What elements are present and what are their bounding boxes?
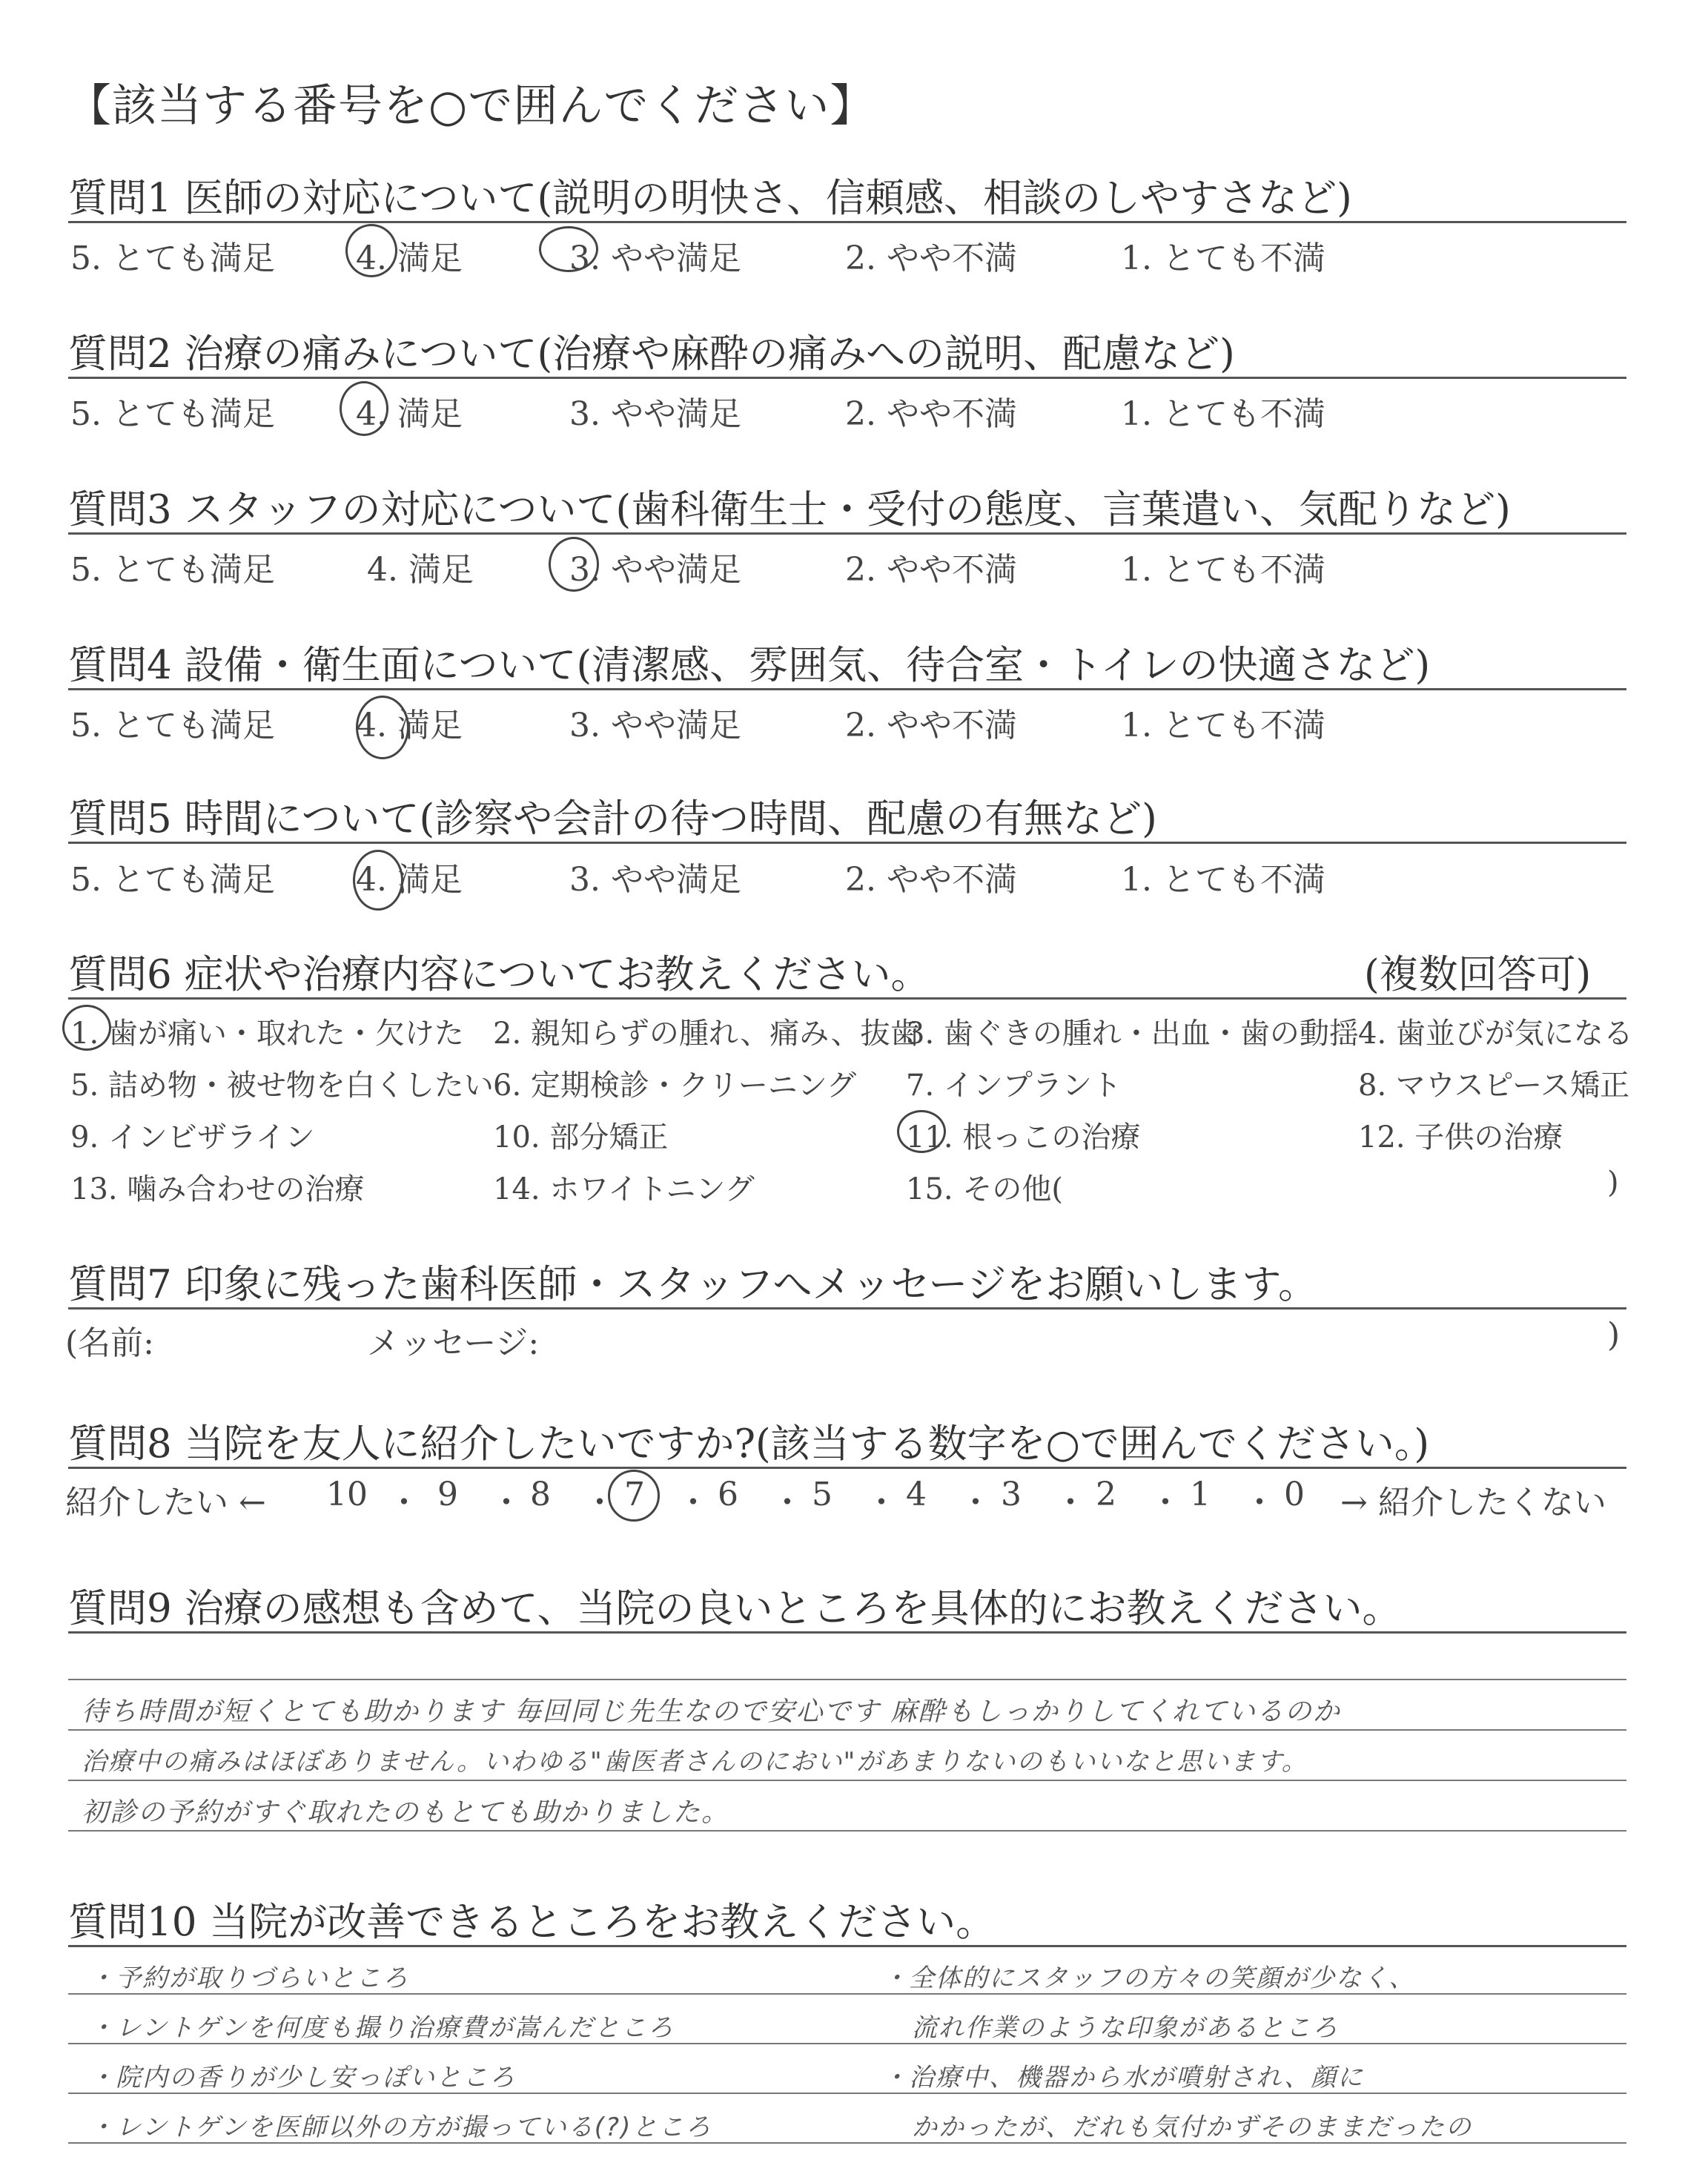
q8-answer-circle-7 <box>608 1470 660 1522</box>
q2-option-2[interactable]: 2. やや不満 <box>845 395 1017 433</box>
question-4-label: 質問4 設備・衛生面について(清潔感、雰囲気、待合室・トイレの快適さなど) <box>68 643 1431 688</box>
q1-option-5[interactable]: 5. とても満足 <box>70 240 275 277</box>
question-7-label: 質問7 印象に残った歯科医師・スタッフへメッセージをお願いします。 <box>68 1262 1318 1307</box>
question-9-divider <box>68 1631 1626 1634</box>
q4-option-4[interactable]: 4. 満足 <box>356 707 463 744</box>
question-5-divider <box>68 842 1626 844</box>
q4-option-5[interactable]: 5. とても満足 <box>70 707 275 744</box>
q9-answer-text-3: 初診の予約がすぐ取れたのもとても助かりました。 <box>82 1797 730 1828</box>
question-6-divider <box>68 997 1626 1000</box>
q6-answer-circle-11 <box>897 1110 946 1153</box>
q6-answer-circle-1 <box>62 1005 111 1051</box>
question-1-divider <box>68 221 1626 223</box>
q1-answer-circle-4 <box>345 224 397 277</box>
q5-option-4[interactable]: 4. 満足 <box>356 861 463 899</box>
q6-item-11[interactable]: 11. 根っこの治療 <box>906 1120 1141 1155</box>
question-7-divider <box>68 1307 1626 1309</box>
q10-left-answer-1: ・予約が取りづらいところ <box>89 1964 409 1993</box>
q6-item-6[interactable]: 6. 定期検診・クリーニング <box>493 1069 857 1103</box>
q8-scale-9[interactable]: 9 <box>437 1476 458 1513</box>
question-6-note: (複数回答可) <box>1364 952 1592 997</box>
q8-scale-separator: ・ <box>771 1484 804 1522</box>
q2-option-3[interactable]: 3. やや満足 <box>569 395 741 433</box>
q1-option-2[interactable]: 2. やや不満 <box>845 240 1017 277</box>
q1-option-1[interactable]: 1. とても不満 <box>1121 240 1325 277</box>
q4-option-3[interactable]: 3. やや満足 <box>569 707 741 744</box>
q1-option-4[interactable]: 4. 満足 <box>356 240 463 277</box>
q1-answer-circle-3 <box>539 226 598 272</box>
question-3-divider <box>68 532 1626 535</box>
q6-item-4[interactable]: 4. 歯並びが気になる <box>1358 1017 1633 1051</box>
question-8-label: 質問8 当院を友人に紹介したいですか?(該当する数字を○で囲んでください。) <box>68 1421 1430 1467</box>
q10-right-answer-1: ・全体的にスタッフの方々の笑顔が少なく、 <box>882 1964 1416 1993</box>
q6-item-9[interactable]: 9. インビザライン <box>70 1120 315 1155</box>
q3-answer-circle-3 <box>549 537 599 592</box>
q10-left-answer-3: ・院内の香りが少し安っぽいところ <box>89 2063 516 2093</box>
q6-item-7[interactable]: 7. インプラント <box>906 1069 1122 1103</box>
q3-option-3[interactable]: 3. やや満足 <box>569 551 741 589</box>
q4-answer-circle-4 <box>356 696 409 759</box>
q7-close-paren: ) <box>1607 1316 1621 1354</box>
q9-answer-line-4 <box>68 1830 1626 1832</box>
q3-option-1[interactable]: 1. とても不満 <box>1121 551 1325 589</box>
question-10-divider <box>68 1945 1626 1947</box>
q3-option-4[interactable]: 4. 満足 <box>367 551 474 589</box>
q8-scale-separator: ・ <box>583 1484 616 1522</box>
question-9-label: 質問9 治療の感想も含めて、当院の良いところを具体的にお教えください。 <box>68 1586 1402 1631</box>
q8-scale-1[interactable]: 1 <box>1190 1476 1211 1513</box>
q9-answer-text-1: 待ち時間が短くとても助かります 毎回同じ先生なので安心です 麻酔もしっかりしてくれているのか <box>82 1697 1341 1727</box>
q8-scale-separator: ・ <box>959 1484 992 1522</box>
q8-scale-separator: ・ <box>677 1484 709 1522</box>
q8-scale-0[interactable]: 0 <box>1284 1476 1305 1513</box>
q8-scale-4[interactable]: 4 <box>906 1476 927 1513</box>
q4-option-2[interactable]: 2. やや不満 <box>845 707 1017 744</box>
q8-scale-3[interactable]: 3 <box>1001 1476 1022 1513</box>
q6-item-15[interactable]: 15. その他( <box>906 1172 1063 1206</box>
q2-answer-circle-4 <box>340 381 388 436</box>
q9-answer-line-1 <box>68 1679 1626 1680</box>
q10-right-answer-2: 流れ作業のような印象があるところ <box>912 2013 1339 2043</box>
q1-option-3[interactable]: 3. やや満足 <box>569 240 741 277</box>
q10-left-answer-2: ・レントゲンを何度も撮り治療費が嵩んだところ <box>89 2013 675 2043</box>
question-2-label: 質問2 治療の痛みについて(治療や麻酔の痛みへの説明、配慮など) <box>68 331 1235 377</box>
question-3-label: 質問3 スタッフの対応について(歯科衛生士・受付の態度、言葉遣い、気配りなど) <box>68 487 1511 532</box>
page-title: 【該当する番号を○で囲んでください】 <box>67 80 875 132</box>
q10-right-answer-3: ・治療中、機器から水が噴射され、顔に <box>882 2063 1365 2093</box>
q5-option-3[interactable]: 3. やや満足 <box>569 861 741 899</box>
q9-answer-text-2: 治療中の痛みはほぼありません。いわゆる"歯医者さんのにおい"があまりないのもいいなと思います。 <box>82 1747 1308 1777</box>
q4-option-1[interactable]: 1. とても不満 <box>1121 707 1325 744</box>
q7-message-label: メッセージ: <box>367 1324 540 1362</box>
q8-scale-separator: ・ <box>388 1484 420 1522</box>
q8-scale-8[interactable]: 8 <box>530 1476 551 1513</box>
q2-option-1[interactable]: 1. とても不満 <box>1121 395 1325 433</box>
question-1-label: 質問1 医師の対応について(説明の明快さ、信頼感、相談のしやすさなど) <box>68 176 1352 221</box>
q8-scale-5[interactable]: 5 <box>812 1476 833 1513</box>
q8-scale-6[interactable]: 6 <box>718 1476 738 1513</box>
q5-option-5[interactable]: 5. とても満足 <box>70 861 275 899</box>
question-10-label: 質問10 当院が改善できるところをお教えください。 <box>68 1900 996 1945</box>
q6-item-1[interactable]: 1. 歯が痛い・取れた・欠けた <box>70 1017 464 1051</box>
q8-scale-separator: ・ <box>865 1484 898 1522</box>
q8-scale-separator: ・ <box>1149 1484 1182 1522</box>
q5-option-2[interactable]: 2. やや不満 <box>845 861 1017 899</box>
q2-option-5[interactable]: 5. とても満足 <box>70 395 275 433</box>
q10-right-answer-4: かかったが、だれも気付かずそのままだったの <box>912 2113 1472 2142</box>
q8-scale-10[interactable]: 10 <box>326 1476 368 1513</box>
q7-name-label: (名前: <box>65 1324 154 1362</box>
q6-item-15-close: ) <box>1607 1166 1619 1200</box>
q6-item-8[interactable]: 8. マウスピース矯正 <box>1358 1069 1630 1103</box>
q10-left-answer-4: ・レントゲンを医師以外の方が撮っている(?)ところ <box>89 2113 712 2142</box>
q9-answer-line-2 <box>68 1729 1626 1731</box>
q8-scale-7[interactable]: 7 <box>624 1476 645 1513</box>
q8-scale-2[interactable]: 2 <box>1096 1476 1116 1513</box>
q3-option-5[interactable]: 5. とても満足 <box>70 551 275 589</box>
q6-item-10[interactable]: 10. 部分矯正 <box>493 1120 669 1155</box>
q5-answer-circle-4 <box>353 850 403 911</box>
q8-right-label: → 紹介したくない <box>1340 1484 1606 1522</box>
q6-item-13[interactable]: 13. 噛み合わせの治療 <box>70 1172 365 1206</box>
question-4-divider <box>68 688 1626 690</box>
question-5-label: 質問5 時間について(診察や会計の待つ時間、配慮の有無など) <box>68 796 1157 842</box>
q3-option-2[interactable]: 2. やや不満 <box>845 551 1017 589</box>
q9-answer-line-3 <box>68 1780 1626 1781</box>
q8-scale-separator: ・ <box>490 1484 523 1522</box>
q6-item-12[interactable]: 12. 子供の治療 <box>1358 1120 1563 1155</box>
q6-item-2[interactable]: 2. 親知らずの腫れ、痛み、抜歯 <box>493 1017 920 1051</box>
q6-item-14[interactable]: 14. ホワイトニング <box>493 1172 755 1206</box>
q5-option-1[interactable]: 1. とても不満 <box>1121 861 1325 899</box>
q6-item-5[interactable]: 5. 詰め物・被せ物を白くしたい <box>70 1069 494 1103</box>
q2-option-4[interactable]: 4. 満足 <box>356 395 463 433</box>
question-6-label: 質問6 症状や治療内容についてお教えください。 <box>68 952 930 997</box>
q8-left-label: 紹介したい ← <box>65 1484 266 1522</box>
q6-item-3[interactable]: 3. 歯ぐきの腫れ・出血・歯の動揺 <box>906 1017 1359 1051</box>
q8-scale-separator: ・ <box>1243 1484 1276 1522</box>
question-2-divider <box>68 377 1626 379</box>
question-8-divider <box>68 1467 1626 1469</box>
q8-scale-separator: ・ <box>1054 1484 1087 1522</box>
